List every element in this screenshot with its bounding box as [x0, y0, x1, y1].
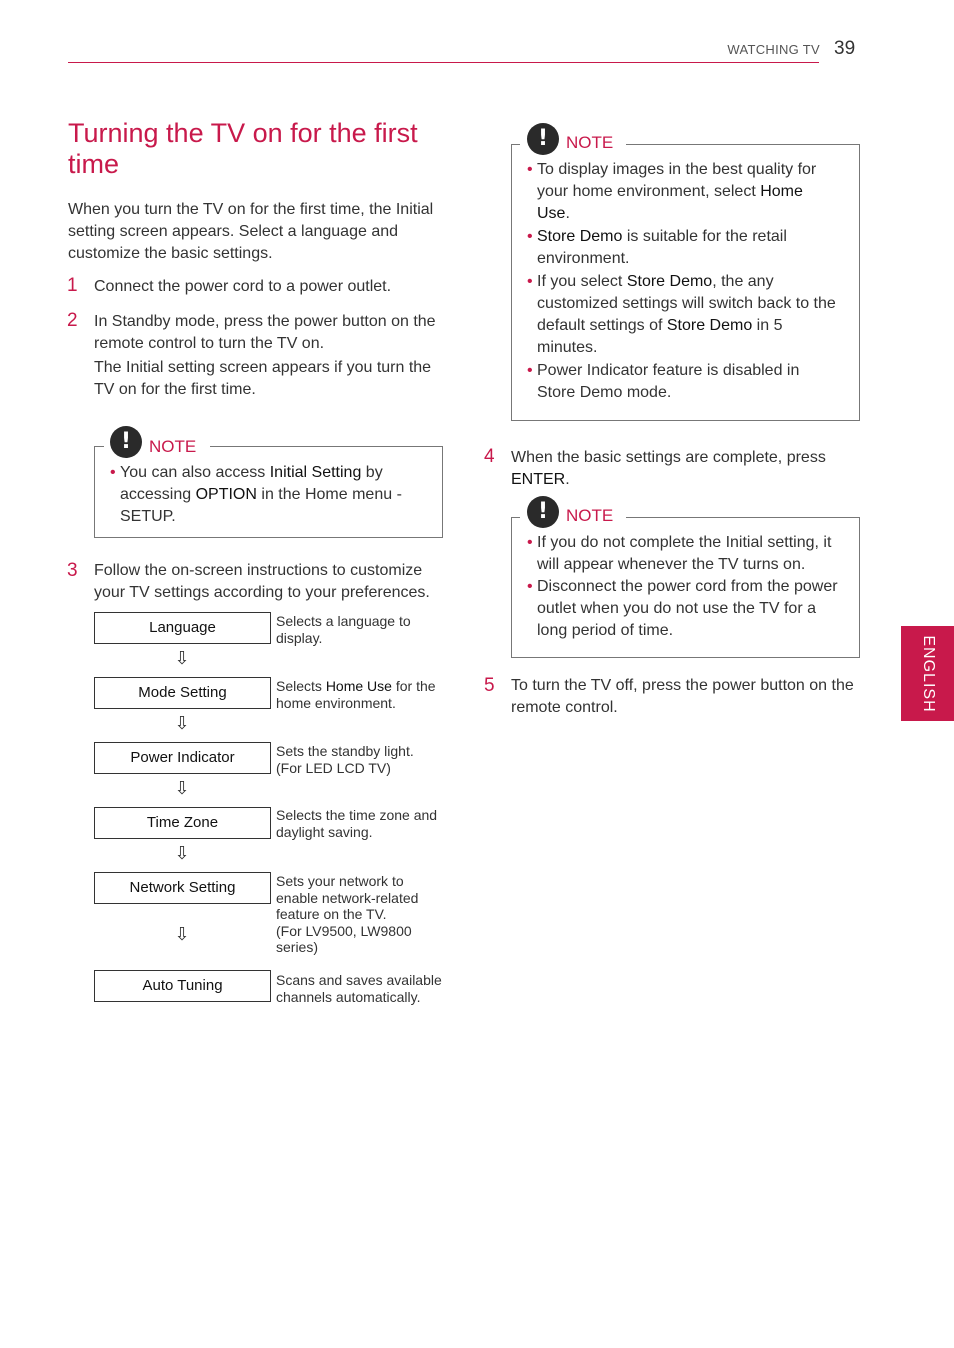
- exclamation-icon: !: [527, 123, 559, 155]
- step-5-text: To turn the TV off, press the power button on the remote control.: [511, 677, 854, 716]
- flow-box-power-indicator: Power Indicator: [94, 742, 271, 774]
- page-number: 39: [834, 38, 856, 59]
- step-3-number: 3: [67, 560, 78, 581]
- step-2-text: In Standby mode, press the power button on the remote control to turn the TV on.: [94, 313, 436, 352]
- step-2-number: 2: [67, 310, 78, 331]
- header-section-title: WATCHING TV: [727, 42, 820, 57]
- exclamation-icon: !: [527, 496, 559, 528]
- step-1-text: Connect the power cord to a power outlet.: [94, 278, 392, 295]
- step-5-number: 5: [484, 675, 495, 696]
- step-4-text: When the basic settings are complete, press ENTER.: [511, 449, 826, 488]
- note-2-list: [527, 159, 840, 404]
- step-4-number: 4: [484, 446, 495, 467]
- note-2-bullet: • To display images in the best quality for your home environment, select Home Use.: [527, 161, 817, 222]
- flow-desc-mode-setting: Selects Home Use for the home environment.: [276, 678, 436, 711]
- flow-desc-auto-tuning: Scans and saves available channels automatically.: [276, 972, 442, 1005]
- note-3-list: [527, 532, 845, 642]
- language-side-tab-label: ENGLISH: [919, 634, 937, 713]
- note-3-bullet: • If you do not complete the Initial setting, it will appear whenever the TV turns on.: [527, 534, 832, 573]
- flow-box-auto-tuning: Auto Tuning: [94, 970, 271, 1002]
- note-3-bullet: • Disconnect the power cord from the power outlet when you do not use the TV for a long period of time.: [527, 578, 838, 639]
- flow-desc-power-indicator: Sets the standby light. (For LED LCD TV): [276, 743, 414, 776]
- note-2-bullet: • If you select Store Demo, the any customized settings will switch back to the default settings of Store Demo in 5 minutes.: [527, 273, 836, 356]
- down-arrow-icon: ⇩: [174, 843, 190, 864]
- page-title: Turning the TV on for the first time: [68, 118, 418, 179]
- flow-desc-time-zone: Selects the time zone and daylight saving.: [276, 807, 438, 840]
- flow-box-time-zone: Time Zone: [94, 807, 271, 839]
- note-2-bullet: • Power Indicator feature is disabled in Store Demo mode.: [527, 362, 800, 401]
- note-1-bullet: • You can also access Initial Setting by accessing OPTION in the Home menu - SETUP.: [110, 464, 402, 525]
- down-arrow-icon: ⇩: [174, 648, 190, 669]
- language-side-tab: [901, 626, 954, 721]
- flow-desc-network-setting: Sets your network to enable network-related feature on the TV. (For LV9500, LW9800 series): [276, 873, 419, 955]
- note-2-bullet: • Store Demo is suitable for the retail environment.: [527, 228, 787, 267]
- down-arrow-icon: ⇩: [174, 713, 190, 734]
- note-1-label: NOTE: [146, 437, 199, 457]
- down-arrow-icon: ⇩: [174, 924, 190, 945]
- flow-box-language: Language: [94, 612, 271, 644]
- step-1-number: 1: [67, 275, 78, 296]
- intro-paragraph: When you turn the TV on for the first time, the Initial setting screen appears. Select a language and customize the basic settings.: [68, 201, 434, 262]
- note-3-label: NOTE: [563, 506, 616, 526]
- step-2-subtext: The Initial setting screen appears if you turn the TV on for the first time.: [94, 359, 432, 398]
- flow-box-network-setting: Network Setting: [94, 872, 271, 904]
- header-rule: [68, 62, 819, 63]
- step-3-text: Follow the on-screen instructions to customize your TV settings according to your preferences.: [94, 562, 430, 601]
- exclamation-icon: !: [110, 426, 142, 458]
- flow-box-mode-setting: Mode Setting: [94, 677, 271, 709]
- flow-desc-language: Selects a language to display.: [276, 613, 411, 646]
- down-arrow-icon: ⇩: [174, 778, 190, 799]
- note-2-label: NOTE: [563, 133, 616, 153]
